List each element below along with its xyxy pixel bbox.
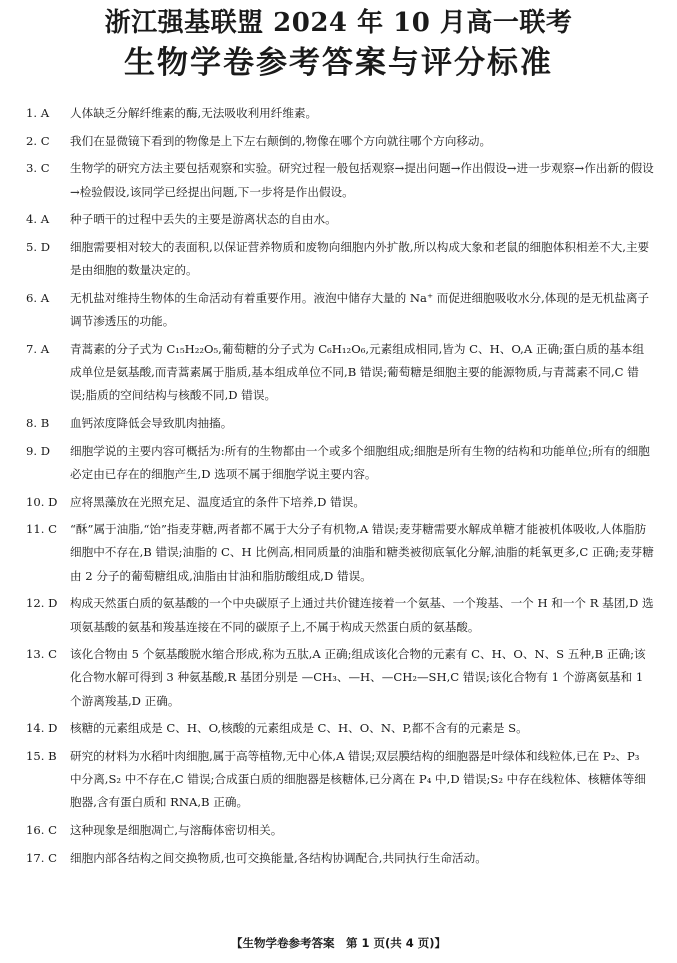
answer-text: 无机盐对维持生物体的生命活动有着重要作用。液泡中储存大量的 Na⁺ 而促进细胞吸收水分,体现的是无机盐离子调节渗透压的功能。 <box>70 290 650 329</box>
answer-text: 细胞学说的主要内容可概括为:所有的生物都由一个或多个细胞组成;细胞是所有生物的结构和功能单位;所有的细胞必定由已存在的细胞产生,D 选项不属于细胞学说主要内容。 <box>70 443 650 481</box>
answer-item-11 <box>26 518 654 588</box>
answer-number: 11. C <box>26 522 57 537</box>
answer-item-7 <box>26 338 654 408</box>
answer-number: 13. C <box>26 647 57 662</box>
answer-number: 9. D <box>26 443 51 458</box>
answer-text: 该化合物由 5 个氨基酸脱水缩合形成,称为五肽,A 正确;组成该化合物的元素有 C、H、O、N、S 五种,B 正确;该化合物水解可得到 3 种氨基酸,R 基团分别是 —CH₃、—H、—CH₂—SH,C 错误;该化合物有 1 个游离氨基和 1 个游离羧基,D 正确。 <box>70 647 646 708</box>
answer-item-6 <box>26 287 654 333</box>
answer-text: 研究的材料为水稻叶肉细胞,属于高等植物,无中心体,A 错误;双层膜结构的细胞器是叶绿体和线粒体,已在 P₂、P₃ 中分离,S₂ 中不存在,C 错误;合成蛋白质的细胞器是核糖体,已分离在 P₄ 中,D 错误;S₂ 中存在线粒体、核糖体等细胞器,含有蛋白质和 RNA,B 正确。 <box>70 749 646 810</box>
answer-text: 细胞需要相对较大的表面积,以保证营养物质和废物向细胞内外扩散,所以构成大象和老鼠的细胞体积相差不大,主要是由细胞的数量决定的。 <box>70 240 650 278</box>
answer-number: 10. D <box>26 494 58 509</box>
answer-text: 细胞内部各结构之间交换物质,也可交换能量,各结构协调配合,共同执行生命活动。 <box>70 850 487 865</box>
answer-number: 8. B <box>26 415 50 430</box>
answer-number: 15. B <box>26 749 57 764</box>
answer-text: 种子晒干的过程中丢失的主要是游离状态的自由水。 <box>70 212 337 227</box>
answer-number: 16. C <box>26 823 57 838</box>
answer-number: 5. D <box>26 240 51 255</box>
answer-number: 1. A <box>26 106 50 120</box>
answer-list <box>26 102 654 870</box>
answer-item-2 <box>26 130 654 153</box>
answer-item-16 <box>26 819 654 842</box>
answer-text: 血钙浓度降低会导致肌肉抽搐。 <box>70 415 233 430</box>
answer-text: 构成天然蛋白质的氨基酸的一个中央碳原子上通过共价键连接着一个氨基、一个羧基、一个 H 和一个 R 基团,D 选项氨基酸的氨基和羧基连接在不同的碳原子上,不属于构成天然蛋白质的氨基酸。 <box>70 596 654 634</box>
answer-text: 这种现象是细胞凋亡,与溶酶体密切相关。 <box>70 823 283 838</box>
answer-text: 我们在显微镜下看到的物像是上下左右颠倒的,物像在哪个方向就往哪个方向移动。 <box>70 133 492 148</box>
answer-text: 生物学的研究方法主要包括观察和实验。研究过程一般包括观察→提出问题→作出假设→进一步观察→作出新的假设→检验假设,该同学已经提出问题,下一步将是作出假设。 <box>70 161 654 199</box>
answer-number: 12. D <box>26 596 58 611</box>
answer-item-4 <box>26 208 654 231</box>
answer-item-5 <box>26 236 654 282</box>
answer-text: “酥”属于油脂,“饴”指麦芽糖,两者都不属于大分子有机物,A 错误;麦芽糖需要水解成单糖才能被机体吸收,人体脂肪细胞中不存在,B 错误;油脂的 C、H 比例高,相同质量的油脂和糖类被彻底氧化分解,油脂的耗氧更多,C 正确;麦芽糖由 2 分子的葡萄糖组成,油脂由甘油和脂肪酸组成,D 错误。 <box>70 522 654 583</box>
answer-item-1 <box>26 102 654 125</box>
answer-item-12 <box>26 592 654 638</box>
answer-number: 14. D <box>26 721 58 736</box>
answer-item-9 <box>26 440 654 486</box>
answer-item-3 <box>26 157 654 203</box>
answer-text: 核糖的元素组成是 C、H、O,核酸的元素组成是 C、H、O、N、P,都不含有的元素是 S。 <box>70 721 528 736</box>
answer-item-10 <box>26 491 654 514</box>
page-title-line2: 生物学卷参考答案与评分标准 <box>124 45 553 81</box>
answer-item-15 <box>26 745 654 815</box>
answer-item-8 <box>26 412 654 435</box>
answer-number: 7. A <box>26 341 50 356</box>
answer-number: 6. A <box>26 290 50 305</box>
answer-item-14 <box>26 717 654 740</box>
answer-number: 2. C <box>26 133 50 148</box>
answer-text: 青蒿素的分子式为 C₁₅H₂₂O₅,葡萄糖的分子式为 C₆H₁₂O₆,元素组成相同,皆为 C、H、O,A 正确;蛋白质的基本组成单位是氨基酸,而青蒿素属于脂质,基本组成单位不同,B 错误;葡萄糖是细胞主要的能源物质,与青蒿素不同,C 错误;脂质的空间结构与核酸不同,D 错误。 <box>70 341 645 403</box>
answer-item-17 <box>26 847 654 870</box>
answer-number: 4. A <box>26 212 50 227</box>
page-footer: 【生物学卷参考答案 第 1 页(共 4 页)】 <box>230 936 447 950</box>
answer-text: 人体缺乏分解纤维素的酶,无法吸收利用纤维素。 <box>70 106 318 120</box>
answer-number: 17. C <box>26 850 57 865</box>
answer-text: 应将黑藻放在光照充足、温度适宜的条件下培养,D 错误。 <box>70 494 365 509</box>
page-title-line1: 浙江强基联盟 2024 年 10 月高一联考 <box>104 8 573 38</box>
answer-number: 3. C <box>26 161 50 176</box>
answer-item-13 <box>26 643 654 713</box>
